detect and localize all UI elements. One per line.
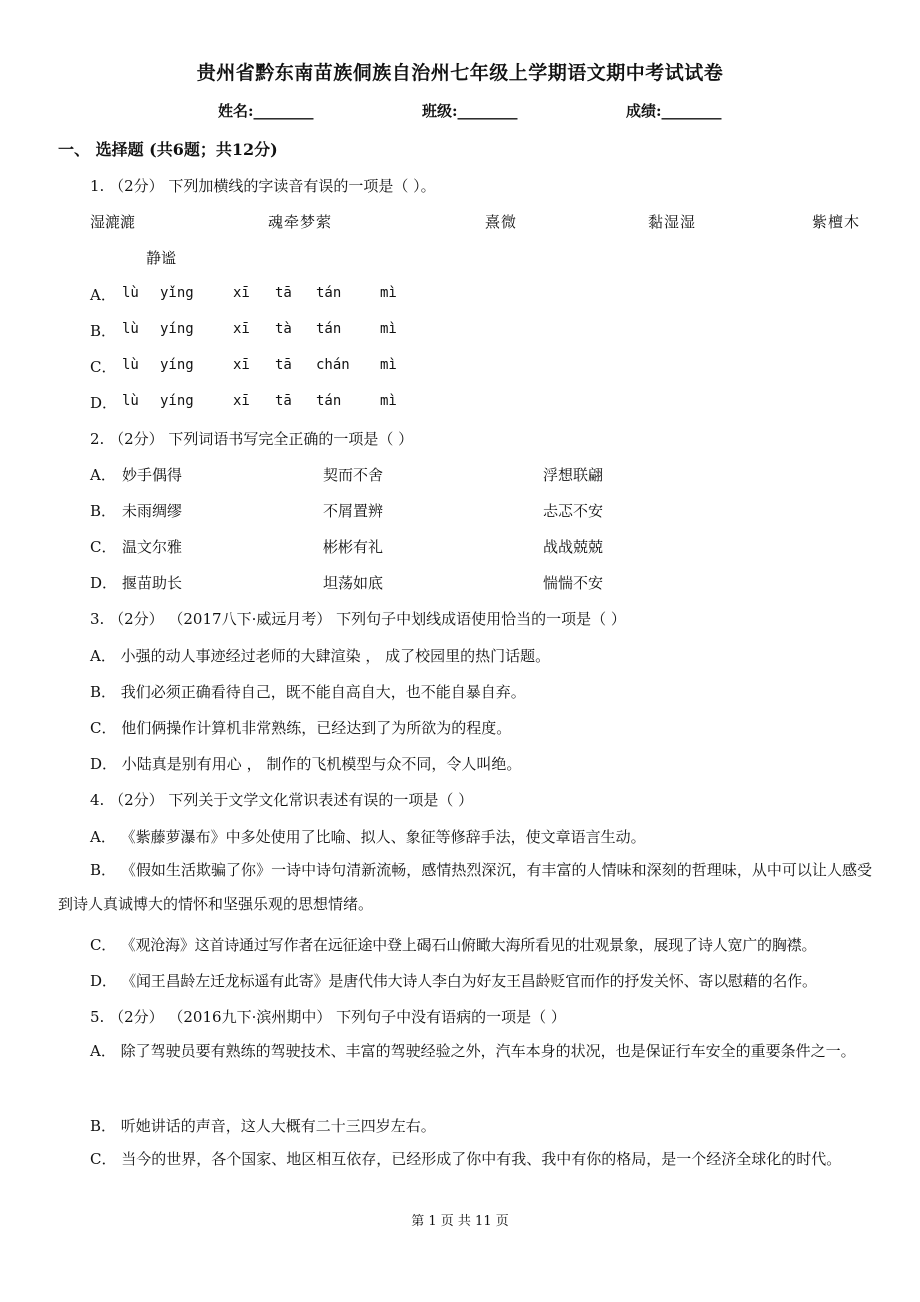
pinyin-reading: lù (122, 393, 139, 409)
question-2-stem: 2. （2分） 下列词语书写完全正确的一项是（ ） (90, 430, 414, 448)
name-field: 姓名:________ (218, 102, 314, 120)
pinyin-reading: mì (380, 321, 397, 337)
option-b: B． 我们必须正确看待自己，既不能自高自大，也不能自暴自弃。 (90, 683, 526, 701)
class-field: 班级:________ (422, 102, 518, 120)
q1-word: 紫檀木 (812, 213, 861, 231)
option-d: D． 《闻王昌龄左迁龙标遥有此寄》是唐代伟大诗人李白为好友王昌龄贬官而作的抒发关怀、寄以慰藉的名作。 (90, 972, 817, 990)
pinyin-reading: chán (316, 357, 350, 373)
pinyin-reading: xī (233, 357, 250, 373)
pinyin-reading: tā (275, 357, 292, 373)
option-b: B． 听她讲话的声音，这人大概有二十三四岁左右。 (90, 1117, 436, 1135)
option-label: C． (90, 358, 117, 376)
option-label: D． (90, 574, 118, 592)
option-word: 战战兢兢 (543, 538, 604, 556)
option-a: A． 小强的动人事迹经过老师的大肆渲染 ， 成了校园里的热门话题。 (90, 647, 551, 665)
option-label: C． (90, 538, 117, 556)
pinyin-reading: yíng (160, 393, 194, 409)
q1-word: 静谧 (146, 249, 177, 267)
option-word: 妙手偶得 (122, 466, 183, 484)
option-a: A． 《紫藤萝瀑布》中多处使用了比喻、拟人、象征等修辞手法，使文章语言生动。 (90, 828, 646, 846)
option-label: A． (90, 286, 116, 304)
pinyin-reading: xī (233, 393, 250, 409)
pinyin-reading: yíng (160, 357, 194, 373)
pinyin-reading: tā (275, 285, 292, 301)
page-footer: 第 1 页 共 11 页 (411, 1214, 509, 1229)
pinyin-reading: xī (233, 285, 250, 301)
option-a: A． 除了驾驶员要有熟练的驾驶技术、丰富的驾驶经验之外，汽车本身的状况，也是保证行车安全的重要条件之一。 (90, 1042, 856, 1060)
pinyin-reading: lù (122, 357, 139, 373)
option-c: C． 他们俩操作计算机非常熟练，已经达到了为所欲为的程度。 (90, 719, 512, 737)
option-label: B． (90, 322, 117, 340)
question-4-stem: 4. （2分） 下列关于文学文化常识表述有误的一项是（ ） (90, 791, 474, 809)
question-1-stem: 1. （2分） 下列加横线的字读音有误的一项是（ ）。 (90, 177, 436, 195)
option-word: 契而不舍 (323, 466, 384, 484)
option-word: 浮想联翩 (543, 466, 604, 484)
pinyin-reading: mì (380, 393, 397, 409)
option-word: 惴惴不安 (543, 574, 604, 592)
exam-title: 贵州省黔东南苗族侗族自治州七年级上学期语文期中考试试卷 (196, 62, 724, 84)
option-c: C． 《观沧海》这首诗通过写作者在远征途中登上碣石山俯瞰大海所看见的壮观景象，展现了诗人宽广的胸襟。 (90, 936, 817, 954)
q1-word: 魂牵梦萦 (268, 213, 333, 231)
q1-word: 黏湿湿 (648, 213, 697, 231)
option-c: C． 当今的世界，各个国家、地区相互依存，已经形成了你中有我、我中有你的格局，是一个经济全球化的时代。 (90, 1150, 842, 1168)
pinyin-reading: tán (316, 285, 342, 301)
option-label: B． (90, 502, 117, 520)
question-3-stem: 3. （2分） （2017八下·威远月考） 下列句子中划线成语使用恰当的一项是（ ） (90, 610, 626, 628)
pinyin-reading: lù (122, 321, 139, 337)
option-word: 忐忑不安 (543, 502, 604, 520)
section-heading: 一、 选择题 (共6题；共12分) (58, 140, 278, 159)
pinyin-reading: tán (316, 321, 342, 337)
pinyin-reading: lù (122, 285, 139, 301)
option-label: D． (90, 394, 118, 412)
pinyin-reading: tà (275, 321, 292, 337)
option-word: 坦荡如底 (323, 574, 384, 592)
option-d: D． 小陆真是别有用心 ， 制作的飞机模型与众不同，令人叫绝。 (90, 755, 522, 773)
option-b: B． 《假如生活欺骗了你》一诗中诗句清新流畅，感情热烈深沉，有丰富的人情味和深刻的哲理味，从中可以让人感受到诗人真诚博大的情怀和坚强乐观的思想情绪。 (58, 861, 872, 913)
question-5-stem: 5. （2分） （2016九下·滨州期中） 下列句子中没有语病的一项是（ ） (90, 1008, 566, 1026)
pinyin-reading: tán (316, 393, 342, 409)
q1-word: 湿漉漉 (90, 213, 136, 231)
pinyin-reading: yǐng (160, 285, 194, 301)
score-field: 成绩:________ (626, 102, 722, 120)
pinyin-reading: tā (275, 393, 292, 409)
pinyin-reading: mì (380, 357, 397, 373)
q1-word: 熹微 (485, 213, 518, 231)
option-word: 揠苗助长 (122, 574, 183, 592)
option-word: 不屑置辨 (323, 502, 384, 520)
option-label: A． (90, 466, 116, 484)
pinyin-reading: yíng (160, 321, 194, 337)
pinyin-reading: mì (380, 285, 397, 301)
option-word: 彬彬有礼 (323, 538, 384, 556)
pinyin-reading: xī (233, 321, 250, 337)
option-word: 温文尔雅 (122, 538, 183, 556)
option-word: 未雨绸缪 (122, 502, 183, 520)
